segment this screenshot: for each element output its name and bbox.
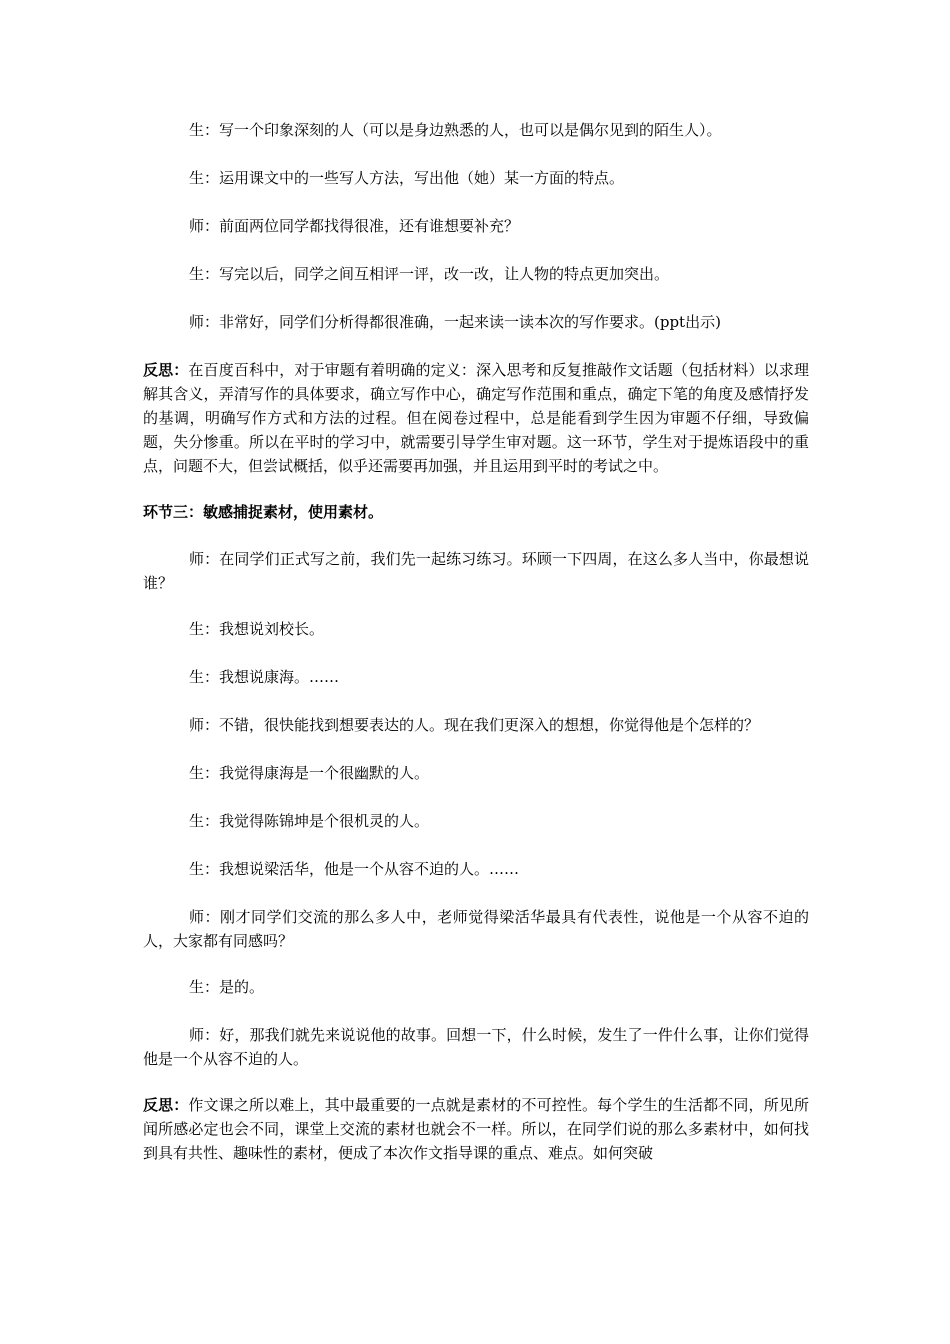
- dialogue-line: 生：我想说康海。……: [189, 668, 340, 686]
- dialogue-line: 师：在同学们正式写之前，我们先一起练习练习。环顾一下四周，在这么多人当中，你最想说谁？: [143, 550, 809, 592]
- dialogue-line: 生：我想说梁活华，他是一个从容不迫的人。……: [189, 860, 520, 878]
- dialogue-line: 生：写一个印象深刻的人（可以是身边熟悉的人，也可以是偶尔见到的陌生人）。: [189, 121, 722, 139]
- dialogue-line: 生：写完以后，同学之间互相评一评，改一改，让人物的特点更加突出。: [189, 265, 670, 283]
- document-page: [143, 118, 809, 1187]
- dialogue-line: 师：前面两位同学都找得很准，还有谁想要补充？: [189, 217, 520, 235]
- reflection-label: 反思：: [143, 1096, 189, 1114]
- reflection-text: 在百度百科中，对于审题有着明确的定义：深入思考和反复推敲作文话题（包括材料）以求理解其含义，弄清写作的具体要求，确立写作中心，确定写作范围和重点，确定下笔的角度及感情抒发的基调，明确写作方式和方法的过程。但在阅卷过程中，总是能看到学生因为审题不仔细，导致偏题，失分惨重。所以在平时的学习中，就需要引导学生审对题。这一环节，学生对于提炼语段中的重点，问题不大，但尝试概括，似乎还需要再加强，并且运用到平时的考试之中。: [143, 361, 809, 475]
- dialogue-line: 生：是的。: [189, 978, 265, 996]
- dialogue-line: 生：我觉得陈锦坤是个很机灵的人。: [189, 812, 430, 830]
- reflection-label: 反思：: [143, 361, 189, 379]
- dialogue-line: 生：我想说刘校长。: [189, 620, 325, 638]
- dialogue-line: 师：好，那我们就先来说说他的故事。回想一下，什么时候，发生了一件什么事，让你们觉得他是一个从容不迫的人。: [143, 1026, 809, 1068]
- dialogue-line: 师：非常好，同学们分析得都很准确，一起来读一读本次的写作要求。(ppt出示): [189, 313, 721, 331]
- reflection-paragraph: [143, 1093, 809, 1165]
- reflection-paragraph: [143, 358, 809, 478]
- section-heading: 环节三：敏感捕捉素材，使用素材。: [143, 503, 384, 521]
- reflection-text: 作文课之所以难上，其中最重要的一点就是素材的不可控性。每个学生的生活都不同，所见所闻所感必定也会不同，课堂上交流的素材也就会不一样。所以，在同学们说的那么多素材中，如何找到具有共性、趣味性的素材，便成了本次作文指导课的重点、难点。如何突破: [143, 1096, 809, 1162]
- dialogue-line: 师：不错，很快能找到想要表达的人。现在我们更深入的想想，你觉得他是个怎样的？: [189, 716, 760, 734]
- dialogue-line: 生：运用课文中的一些写人方法，写出他（她）某一方面的特点。: [189, 169, 625, 187]
- dialogue-line: 生：我觉得康海是一个很幽默的人。: [189, 764, 430, 782]
- dialogue-line: 师：刚才同学们交流的那么多人中，老师觉得梁活华最具有代表性，说他是一个从容不迫的人，大家都有同感吗？: [143, 908, 809, 950]
